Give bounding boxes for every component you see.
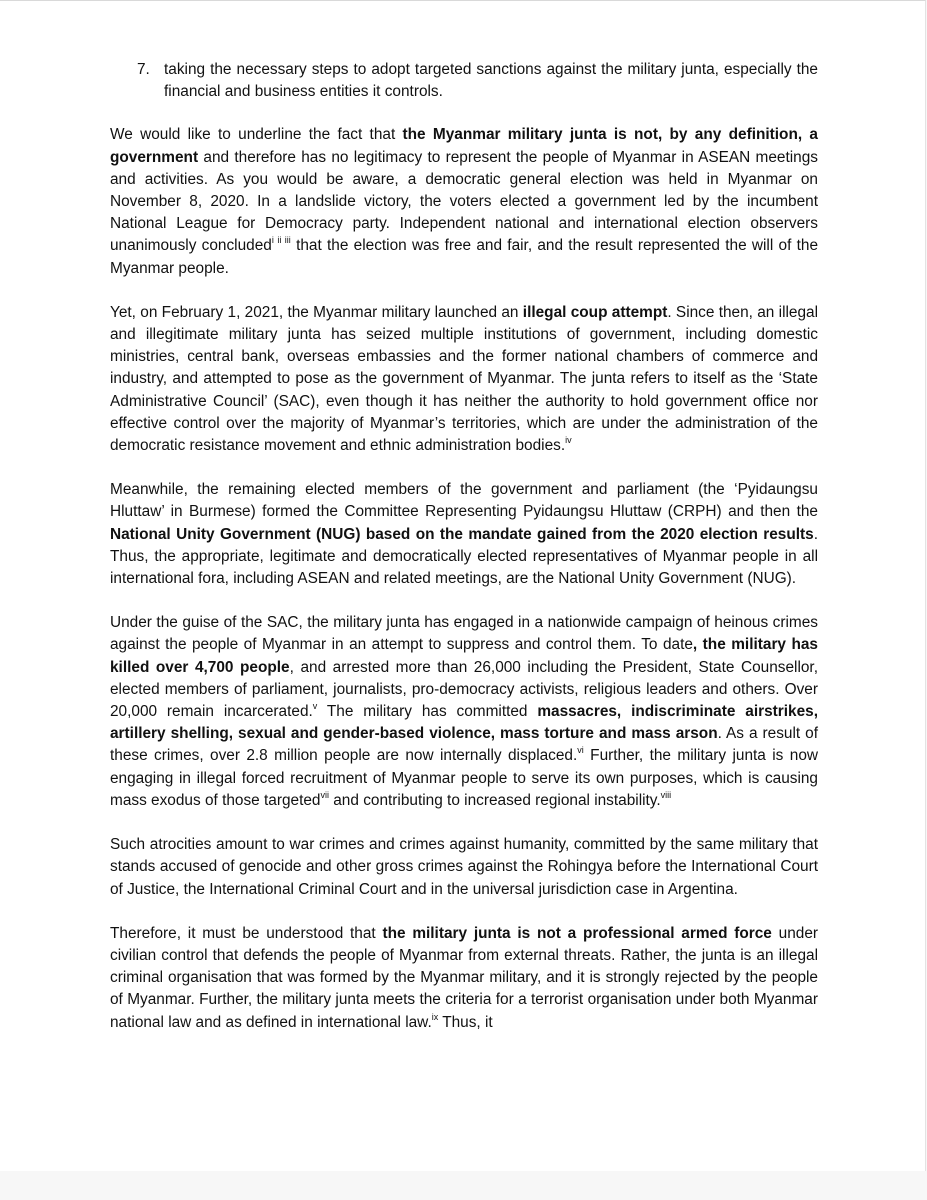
bold-text: illegal coup attempt	[522, 303, 668, 321]
text-run: Yet, on February 1, 2021, the Myanmar military launched an	[110, 303, 523, 321]
paragraph	[110, 302, 818, 457]
text-run: Such atrocities amount to war crimes and crimes against humanity, committed by the same military that stands accused of genocide and other gross crimes against the Rohingya before the International Court of Justice, the International Criminal Court and in the universal jurisdiction case in Argentina.	[110, 836, 818, 898]
text-run: Thus, it	[438, 1013, 493, 1031]
footnote-reference: ix	[431, 1011, 439, 1022]
text-run: and therefore has no legitimacy to represent the people of Myanmar in ASEAN meetings and activities. As you would be aware, a democratic general election was held in Myanmar on November 8, 2020. In a landslide victory, the voters elected a government led by the incumbent National League for Democracy party. Independent national and international election observers unanimously concluded	[110, 148, 818, 255]
text-run: Therefore, it must be understood that	[110, 924, 383, 942]
numbered-list-item	[110, 59, 818, 103]
text-run: , and arrested more than 26,000 including the President, State Counsellor, elected members of parliament, journalists, pro-democracy activists, religious leaders and others. Over 20,000 remain incarcerated.	[110, 658, 818, 721]
text-run: that the election was free and fair, and the result represented the will of the Myanmar people.	[110, 237, 819, 277]
text-run: . Since then, an illegal and illegitimate military junta has seized multiple institutions of government, including domestic ministries, central bank, overseas embassies and the former national chambers of commerce and industry, and attempted to pose as the government of Myanmar. The junta refers to itself as the ‘State Administrative Council’ (SAC), even though it has neither the authority to hold government office nor effective control over the majority of Myanmar’s territories, which are under the administration of the democratic resistance movement and ethnic administration bodies.	[110, 303, 819, 455]
bold-text: massacres, indiscriminate airstrikes, artillery shelling, sexual and gender-based violence, mass torture and mass arson	[110, 703, 818, 743]
paragraph-list	[110, 124, 818, 1033]
bold-text: National Unity Government (NUG) based on the mandate gained from the 2020 election results	[110, 525, 814, 543]
text-run: and contributing to increased regional instability.	[328, 791, 661, 809]
text-run: under civilian control that defends the people of Myanmar from external threats. Rather, the junta is an illegal criminal organisation that was formed by the Myanmar military, and it is strongly rejected by the people of Myanmar. Further, the military junta meets the criteria for a terrorist organisation under both Myanmar national law and as defined in international law.	[110, 924, 819, 1031]
list-item-number: 7.	[137, 61, 150, 78]
document-body	[110, 59, 818, 1056]
text-run: Further, the military junta is now engaging in illegal forced recruitment of Myanmar people to serve its own purposes, which is causing mass exodus of those targeted	[110, 747, 818, 809]
text-run: . As a result of these crimes, over 2.8 million people are now internally displaced.	[110, 725, 818, 765]
paragraph	[110, 124, 818, 279]
text-run: . Thus, the appropriate, legitimate and democratically elected representatives of Myanmar people in all international fora, including ASEAN and related meetings, are the National Unity Government (NUG).	[110, 525, 818, 588]
paragraph	[110, 612, 818, 812]
footnote-reference: iv	[565, 435, 572, 446]
paragraph	[110, 479, 818, 590]
footnote-reference: i ii iii	[271, 235, 291, 246]
text-run: The military has committed	[317, 703, 538, 721]
bold-text: , the military has killed over 4,700 people	[110, 636, 818, 676]
footnote-reference: v	[312, 701, 318, 712]
text-run: Under the guise of the SAC, the military junta has engaged in a nationwide campaign of heinous crimes against the people of Myanmar in an attempt to suppress and control them. To date	[110, 614, 818, 654]
bold-text: the Myanmar military junta is not, by any definition, a government	[110, 126, 818, 166]
text-run: We would like to underline the fact that	[110, 126, 403, 144]
paragraph	[110, 923, 818, 1034]
paragraph	[110, 834, 818, 901]
footnote-reference: viii	[660, 789, 672, 800]
footnote-reference: vii	[320, 789, 329, 800]
text-run: Meanwhile, the remaining elected members of the government and parliament (the ‘Pyidaungsu Hluttaw’ in Burmese) formed the Committee Representing Pyidaungsu Hluttaw (CRPH) and then the	[110, 481, 818, 521]
list-item-text: taking the necessary steps to adopt targeted sanctions against the military junta, especially the financial and business entities it controls.	[164, 61, 818, 101]
footnote-reference: vi	[577, 745, 584, 756]
bold-text: the military junta is not a professional armed force	[382, 924, 772, 942]
